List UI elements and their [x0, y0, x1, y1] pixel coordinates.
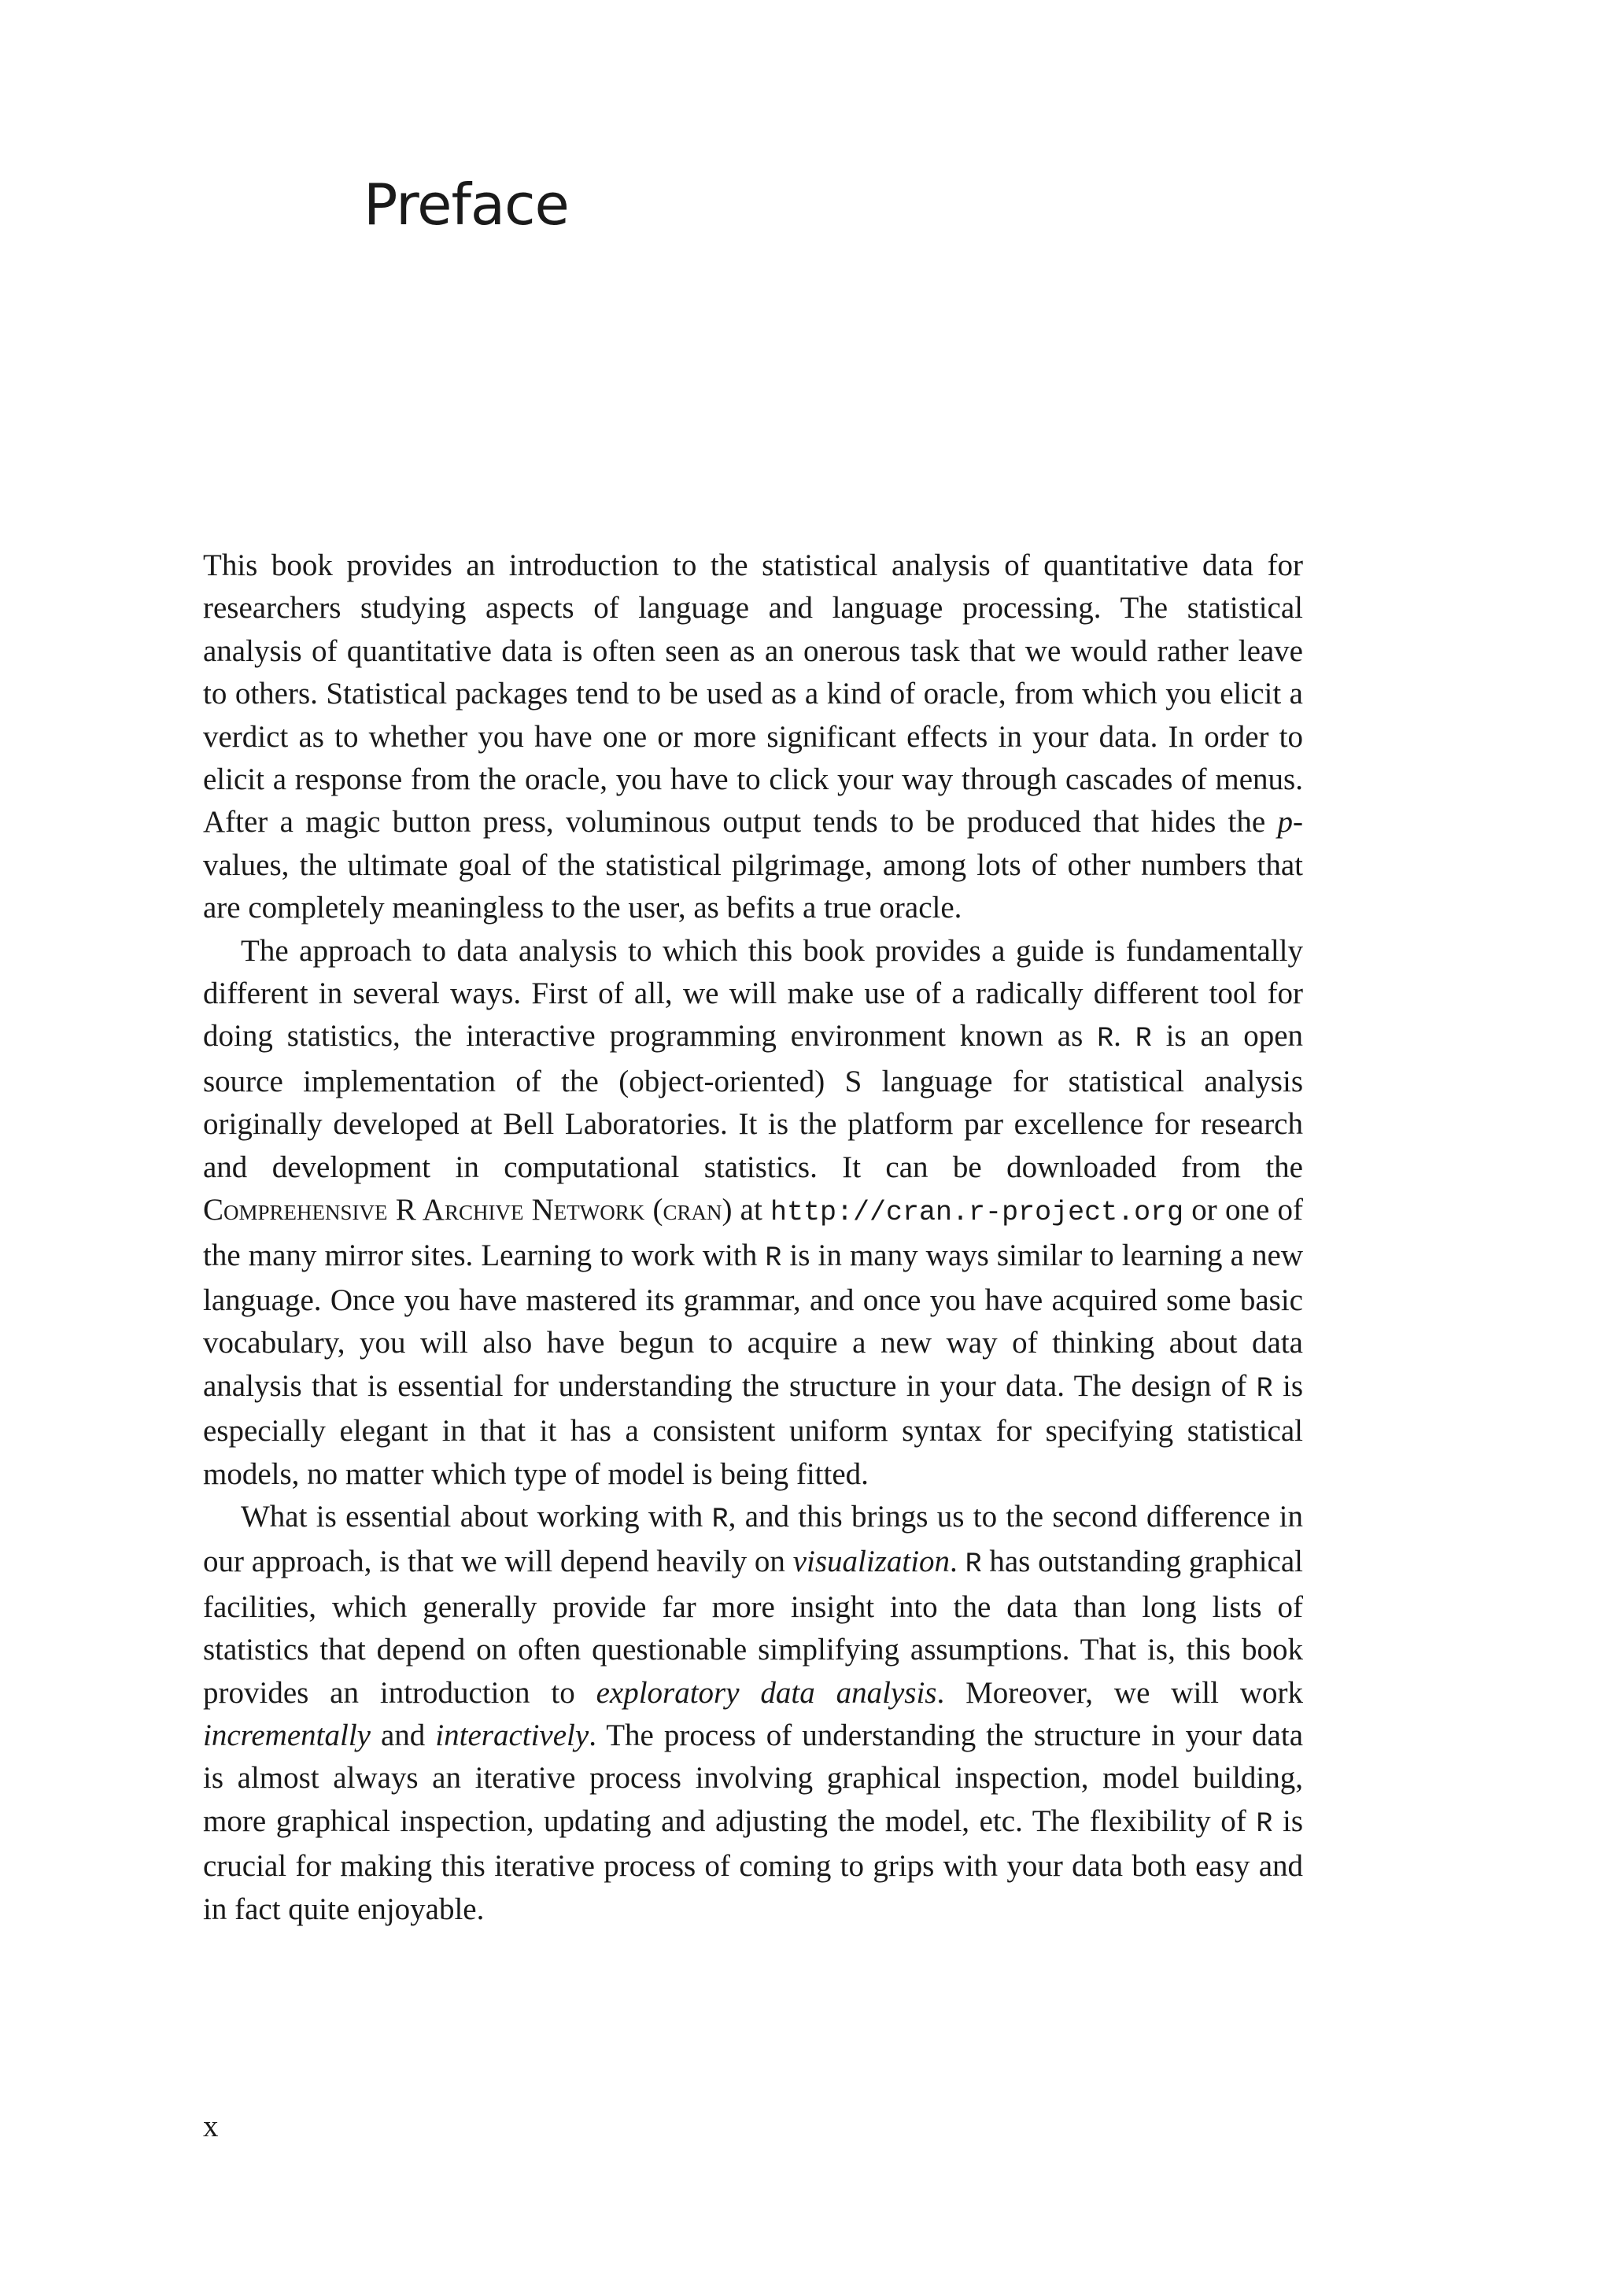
p2-cran-name: Comprehensive R Archive Network — [203, 1193, 645, 1227]
p3-r-code-2: R — [965, 1549, 982, 1581]
p3-r-code-3: R — [1256, 1807, 1273, 1840]
p2-r-code-2: R — [1135, 1023, 1152, 1055]
chapter-title: Preface — [364, 172, 569, 238]
p3-text-8: is crucial for making this iterative process of coming to grips with your data both easy and in fact quite enjoyable. — [203, 1803, 1304, 1926]
paragraph-1 — [203, 544, 1303, 930]
p3-r-code-1: R — [711, 1503, 729, 1535]
p2-r-code-3: R — [765, 1242, 782, 1274]
p2-text-2: . — [1113, 1019, 1135, 1054]
paragraph-3 — [203, 1496, 1303, 1931]
p2-r-code-1: R — [1097, 1023, 1114, 1055]
p2-text-6: or one of the many mirror sites. Learning to work with — [203, 1193, 1303, 1272]
p2-text-3: is an open source implementation of the (object-oriented) S language for statistical analysis originally developed at Bell Laboratories. It is the platform par excellence for research and development in computational statistics. It can be downloaded from the — [203, 1019, 1304, 1184]
p3-text-6: and — [370, 1718, 436, 1752]
p3-text-7: . The process of understanding the structure in your data is almost always an iterative process involving graphical inspection, model building, more graphical inspection, updating and adjusting the model, etc. The flexibility of — [203, 1718, 1304, 1838]
p2-cran-abbr: cran — [663, 1193, 722, 1227]
p3-visualization: visualization — [792, 1545, 951, 1579]
p2-cran-url: http://cran.r-project.org — [770, 1197, 1184, 1229]
p2-r-code-4: R — [1256, 1372, 1273, 1405]
p3-text-4: has outstanding graphical facilities, which generally provide far more insight into the data than long lists of statistics that depend on often questionable simplifying assumptions. That is, this book provides an introduction to — [203, 1545, 1303, 1710]
p2-text-7: is in many ways similar to learning a new language. Once you have mastered its grammar, and once you have acquired some basic vocabulary, you will also have begun to acquire a new way of thinking about data analysis that is essential for understanding the structure in your data. The design of — [203, 1238, 1303, 1403]
p3-incrementally: incrementally — [203, 1718, 371, 1752]
p3-text-5: . Moreover, we will work — [936, 1675, 1303, 1710]
p3-interactively: interactively — [435, 1718, 589, 1752]
p3-text-1: What is essential about working with — [241, 1499, 712, 1534]
body-text — [203, 544, 1303, 1931]
paragraph-2 — [203, 930, 1303, 1496]
p3-text-2: , and this brings us to the second difference in our approach, is that we will depend heavily on — [203, 1499, 1303, 1579]
p3-text-3: . — [950, 1545, 965, 1579]
p1-text-2: -values, the ultimate goal of the statistical pilgrimage, among lots of other numbers that are completely meaningless to the user, as befits a true oracle. — [203, 805, 1303, 925]
p2-text-5: ) at — [722, 1193, 771, 1227]
page-number: x — [203, 2110, 219, 2143]
p1-text-1: This book provides an introduction to the statistical analysis of quantitative data for researchers studying aspects of language and language processing. The statistical analysis of quantitative data is often seen as an onerous task that we would rather leave to others. Statistical packages tend to be used as a kind of oracle, from which you elicit a verdict as to whether you have one or more significant effects in your data. In order to elicit a response from the oracle, you have to click your way through cascades of menus. After a magic button press, voluminous output tends to be produced that hides the — [203, 548, 1303, 840]
p2-text-8: is especially elegant in that it has a consistent uniform syntax for specifying statistical models, no matter which type of model is being fitted. — [203, 1368, 1304, 1491]
p1-p-italic: p — [1277, 805, 1293, 840]
p3-exploratory-data-analysis: exploratory data analysis — [596, 1675, 937, 1710]
p2-text-4: ( — [644, 1193, 663, 1227]
p2-text-1: The approach to data analysis to which this book provides a guide is fundamentally different in several ways. First of all, we will make use of a radically different tool for doing statistics, the interactive programming environment known as — [203, 933, 1303, 1054]
